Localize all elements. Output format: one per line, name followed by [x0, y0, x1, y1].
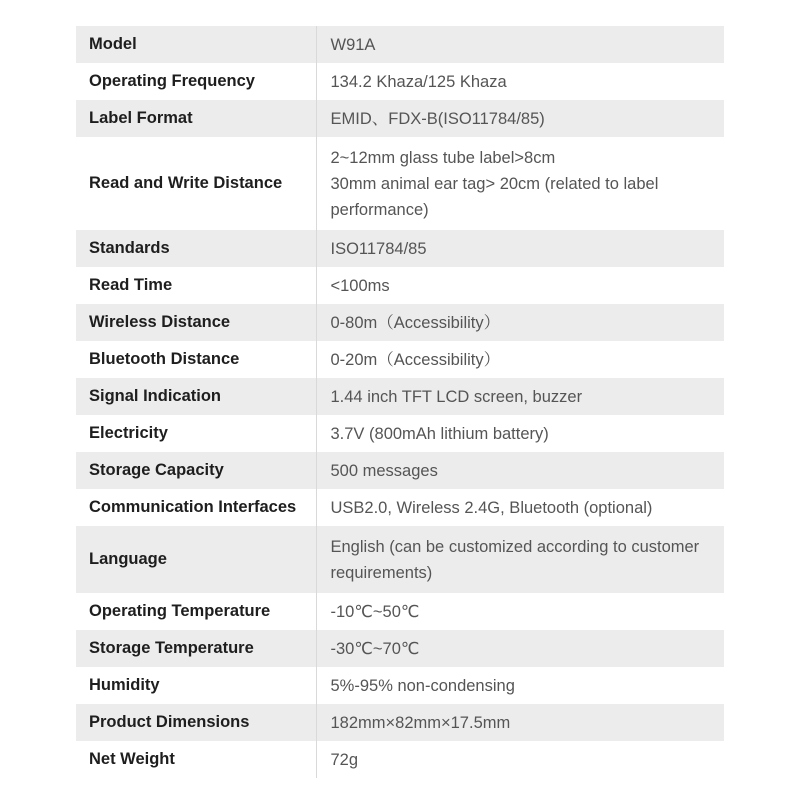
spec-row	[76, 741, 724, 778]
spec-value	[316, 489, 724, 526]
spec-label: Read and Write Distance	[76, 137, 316, 230]
spec-value-line: USB2.0, Wireless 2.4G, Bluetooth (optional)	[330, 498, 653, 517]
spec-label: Operating Temperature	[76, 593, 316, 630]
spec-label: Storage Temperature	[76, 630, 316, 667]
spec-row	[76, 704, 724, 741]
spec-value-line: 0-20m（Accessibility）	[330, 350, 501, 369]
spec-row	[76, 26, 724, 63]
spec-value-line: ISO11784/85	[330, 239, 427, 258]
spec-value	[316, 526, 724, 593]
spec-row	[76, 341, 724, 378]
spec-label: Operating Frequency	[76, 63, 316, 100]
spec-label: Bluetooth Distance	[76, 341, 316, 378]
spec-row	[76, 526, 724, 593]
spec-row	[76, 304, 724, 341]
spec-value	[316, 415, 724, 452]
spec-value-line: 2~12mm glass tube label>8cm	[330, 148, 556, 167]
spec-value-line: requirements)	[330, 563, 433, 582]
spec-value-line: EMID、FDX-B(ISO11784/85)	[330, 109, 545, 128]
spec-value-line: -10℃~50℃	[330, 602, 420, 621]
spec-row	[76, 267, 724, 304]
spec-row	[76, 489, 724, 526]
spec-row	[76, 63, 724, 100]
spec-value	[316, 378, 724, 415]
spec-value-line: 134.2 Khaza/125 Khaza	[330, 72, 507, 91]
spec-value	[316, 63, 724, 100]
spec-label: Net Weight	[76, 741, 316, 778]
spec-value	[316, 100, 724, 137]
spec-row	[76, 593, 724, 630]
spec-label: Communication Interfaces	[76, 489, 316, 526]
spec-row	[76, 378, 724, 415]
spec-row	[76, 137, 724, 230]
spec-value-line: performance)	[330, 200, 429, 219]
spec-label: Signal Indication	[76, 378, 316, 415]
spec-table	[76, 26, 725, 778]
spec-value	[316, 452, 724, 489]
spec-value-line: 182mm×82mm×17.5mm	[330, 713, 511, 732]
spec-value	[316, 267, 724, 304]
spec-value	[316, 26, 724, 63]
spec-value	[316, 304, 724, 341]
spec-value-line: 72g	[330, 750, 359, 769]
spec-label: Storage Capacity	[76, 452, 316, 489]
spec-value-line: 30mm animal ear tag> 20cm (related to label	[330, 174, 659, 193]
spec-value	[316, 137, 724, 230]
spec-value-line: 3.7V (800mAh lithium battery)	[330, 424, 549, 443]
spec-label: Electricity	[76, 415, 316, 452]
spec-label: Model	[76, 26, 316, 63]
spec-label: Product Dimensions	[76, 704, 316, 741]
spec-value	[316, 341, 724, 378]
spec-label: Read Time	[76, 267, 316, 304]
spec-value	[316, 667, 724, 704]
spec-value	[316, 593, 724, 630]
spec-label: Standards	[76, 230, 316, 267]
spec-value-line: 5%-95% non-condensing	[330, 676, 515, 695]
spec-value	[316, 741, 724, 778]
spec-label: Label Format	[76, 100, 316, 137]
spec-row	[76, 415, 724, 452]
spec-label: Humidity	[76, 667, 316, 704]
spec-value-line: <100ms	[330, 276, 390, 295]
spec-value-line: 1.44 inch TFT LCD screen, buzzer	[330, 387, 583, 406]
spec-row	[76, 667, 724, 704]
spec-row	[76, 230, 724, 267]
spec-row	[76, 100, 724, 137]
spec-value-line: English (can be customized according to customer	[330, 537, 700, 556]
spec-row	[76, 452, 724, 489]
spec-value-line: W91A	[330, 35, 376, 54]
spec-table-body	[76, 26, 724, 778]
spec-value	[316, 630, 724, 667]
spec-value	[316, 704, 724, 741]
spec-label: Language	[76, 526, 316, 593]
spec-value-line: 500 messages	[330, 461, 438, 480]
spec-value	[316, 230, 724, 267]
spec-label: Wireless Distance	[76, 304, 316, 341]
spec-value-line: -30℃~70℃	[330, 639, 420, 658]
spec-value-line: 0-80m（Accessibility）	[330, 313, 501, 332]
spec-row	[76, 630, 724, 667]
